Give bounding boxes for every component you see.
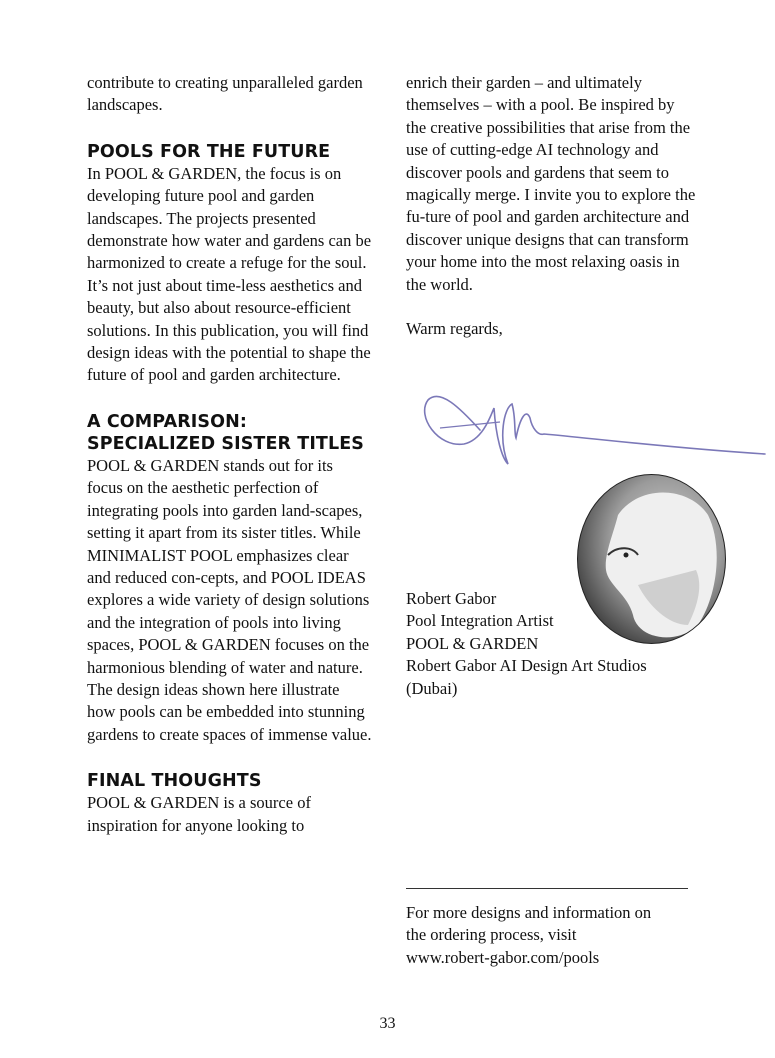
author-bio	[406, 588, 706, 700]
heading-comparison-line1: A COMPARISON:	[87, 411, 247, 432]
footer-line2: the ordering process, visit	[406, 925, 577, 945]
left-column	[87, 72, 372, 837]
paragraph-final-thoughts: POOL & GARDEN is a source of inspiration for anyone looking to	[87, 793, 311, 835]
signature-image	[420, 378, 770, 478]
footer-divider	[406, 888, 688, 889]
closing-salutation: Warm regards,	[406, 319, 503, 339]
heading-final-thoughts: FINAL THOUGHTS	[87, 771, 262, 792]
footer-url[interactable]: www.robert-gabor.com/pools	[406, 947, 600, 967]
footer-line1: For more designs and information on	[406, 903, 652, 922]
heading-comparison	[87, 411, 372, 455]
page-number: 33	[379, 1015, 396, 1032]
paragraph-continuation: enrich their garden – and ultimately themselves – with a pool. Be inspired by the creative possibilities that arise from the use of cutting-edge AI technology and discover pools and gardens that seem to magically merge. I invite you to explore the fu-ture of pool and garden architecture and discover unique designs that can transform your home into the most relaxing oasis in the world.	[406, 73, 696, 294]
author-role: Pool Integration Artist	[406, 611, 554, 631]
author-location: (Dubai)	[406, 678, 458, 698]
heading-pools-future: POOLS FOR THE FUTURE	[87, 141, 331, 162]
author-publication: POOL & GARDEN	[406, 633, 539, 653]
intro-continuation: contribute to creating unparalleled garden landscapes.	[87, 73, 363, 115]
author-studio: Robert Gabor AI Design Art Studios	[406, 656, 647, 676]
paragraph-pools-future: In POOL & GARDEN, the focus is on developing future pool and garden landscapes. The projects presented demonstrate how water and gardens can be harmonized to create a refuge for the soul. It’s not just about time-less aesthetics and beauty, but also about resource-efficient solutions. In this publication, you will find design ideas with the potential to shape the future of pool and garden architecture.	[87, 163, 372, 385]
footer-note	[406, 902, 706, 969]
paragraph-comparison: POOL & GARDEN stands out for its focus on the aesthetic perfection of integrating pools into garden land-scapes, setting it apart from its sister titles. While MINIMALIST POOL emphasizes clear and reduced con-cepts, and POOL IDEAS explores a wide variety of design solutions and the integration of pools into living spaces, POOL & GARDEN focuses on the harmonious blending of water and nature. The design ideas shown here illustrate how pools can be embedded into stunning gardens to create spaces of immense value.	[87, 455, 372, 744]
heading-comparison-line2: SPECIALIZED SISTER TITLES	[87, 433, 364, 454]
right-column	[406, 72, 696, 340]
author-name: Robert Gabor	[406, 589, 497, 608]
